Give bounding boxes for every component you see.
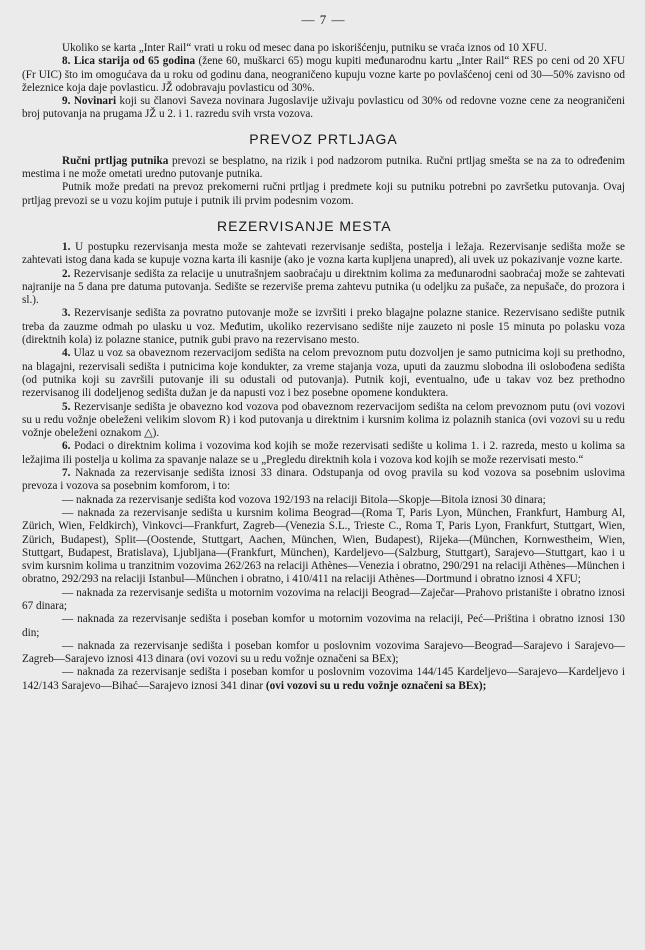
paragraph-text: Podaci o direktnim kolima i vozovima kod kojih se može rezervisati sedište u kolima 1. i 2. razreda, mesto u kolima sa ležajima ili postelja u kolima za spavanje nalaze se u „Pregledu direktnih kola i vozova kod kojih se može rezervisati mesto.“ [22,440,625,466]
paragraph-text: Rezervisanje sedišta za relacije u unutrašnjem saobraćaju u direktnim kolima za međunarodni saobraćaj može se zahtevati najranije na 5 dana pre datuma putovanja. Sedište se rezerviše prema zahtevu putnika (u odeljku za pušače, za nepušače, do prozora i sl.). [22,267,626,307]
paragraph-number: 8. [62,55,71,68]
paragraph-number: 6. [62,440,71,453]
paragraph-excess-luggage: Putnik može predati na prevoz prekomerni ručni prtljag i predmete koji su putniku potrebni po završetku putovanja. Ovaj prtljag prevozi se u vozu kojim putuje i putnik ili prvim podesnim vozom. [22,181,625,207]
numbered-paragraph [22,307,625,347]
paragraph-number: 5. [62,400,71,413]
numbered-paragraph [22,268,625,308]
numbered-paragraph [22,467,625,494]
paragraph-title: Lica starija od 65 godina [73,55,196,68]
paragraph-text: Rezervisanje sedišta je obavezno kod vozova pod obaveznom rezervacijom sedišta na celom prevoznom putu (ovi vozovi su u redu vožnje obeleženi velikim slovom R) i kod putovanja u direktnim i kursnim kolima iz polaznih stanica (ovi vozovi su u redu vožnje obeleženi oznakom △). [22,400,626,440]
paragraph-title: Ručni prtljag putnika [62,154,169,167]
list-item: — naknada za rezervisanje sedišta u motornim vozovima na relaciji Beograd—Zaječar—Prahovo pristanište i obratno iznosi 67 dinara; [22,586,625,612]
section-heading-luggage: PREVOZ PRTLJAGA [249,130,398,147]
reservation-paragraphs [22,241,625,494]
paragraph-text: Ulaz u voz sa obaveznom rezervacijom sedišta na celom prevoznom putu dozvoljen je samo putnicima koji su prethodno, na blagajni, rezervisali sedišta i putnicima koje kondukter, za vreme stajanja voza, uputi da zauzmu slobodna ili oslobođena sedišta (od putnika koji su završili putovanje ili su odustali od putovanja). Putnik koji, eventualno, uđe u takav voz bez prethodno rezervisanog ili dodeljenog sedišta dužan je da napusti voz i bez posebne opomene konduktera. [22,347,625,400]
list-item-bold-note: (ovi vozovi su u redu vožnje označeni sa BEx); [265,679,487,692]
list-item-text: — naknada za rezervisanje sedišta i poseban komfor u poslovnim vozovima 144/145 Kardeljevo—Sarajevo—Kardeljevo i 142/143 Sarajevo—Bihać—Sarajevo iznosi 341 dinar [22,666,625,692]
paragraph-number: 4. [62,347,71,360]
list-item: — naknada za rezervisanje sedišta i poseban komfor u poslovnim vozovima Sarajevo—Beograd—Sarajevo i Sarajevo—Zagreb—Sarajevo iznosi 413 dinara (ovi vozovi su u redu vožnje označeni sa BEx); [22,639,625,666]
numbered-paragraph [22,440,625,467]
paragraph-number: 9. [62,95,71,108]
list-item: — naknada za rezervisanje sedišta i poseban komfor u motornim vozovima na relaciji, Peć—Priština i obratno iznosi 130 din; [22,613,625,639]
paragraph-text: prevozi se besplatno, na rizik i pod nadzorom putnika. Ručni prtljag smešta se na za to određenim mestima i ne može ometati uredno putovanje putnika. [22,154,625,181]
list-item: — naknada za rezervisanje sedišta u kursnim kolima Beograd—(Roma T, Paris Lyon, München, Frankfurt, Hamburg Al, Zürich, Wien, Feldkirch), Vinkovci—Frankfurt, Zagreb—(Venezia S.L., Trieste C., Roma T, Paris Lyon, Frankfurt, Stuttgart, Wien, Zürich, Budapest), Split—(Oostende, Stuttgart, Aachen, München, Wien, Budapest), Rijeka—(München, Kornwestheim, Wien, Stuttgart, Budapest, Bratislava), Ljubljana—(Frankfurt, München), Kardeljevo—(Salzburg, Stuttgart), Sarajevo—Stuttgart, kao i u svim kursnim kolima u tranzitnim vozovima 262/263 na relaciji Athènes—Venezia i obratno, 290/291 na relaciji Athènes—München i obratno, 292/293 na relaciji Istanbul—München i obratno, i 410/411 na relaciji Athènes—Dortmund i obratno iznosi 4 XFU; [22,506,625,586]
paragraph-text: koji su članovi Saveza novinara Jugoslavije uživaju povlasticu od 30% od redovne vozne cene za neograničeni broj putovanja na prugama JŽ u 2. i 1. razredu svih vrsta vozova. [22,95,625,121]
paragraph-text: Naknada za rezervisanje sedišta iznosi 33 dinara. Odstupanja od ovog pravila su kod vozova sa posebnim uslovima prevoza i vozova sa posebnim komforom, i to: [22,467,625,493]
reservation-fee-list [22,494,625,667]
paragraph-text: Rezervisanje sedišta za povratno putovanje može se izvršiti i preko blagajne polazne stanice. Rezervisano sedište putnik treba da zauzme odmah po ulasku u voz. Međutim, ukoliko rezervisano sedište nije zauzeto ni posle 15 minuta po polasku voza (direktnih kola) iz polazne stanice, putnik gubi pravo na rezervisano mesto. [22,307,625,347]
paragraph-title: Novinari [73,95,117,108]
paragraph-journalists [22,95,625,122]
numbered-paragraph [22,401,625,441]
list-item: — naknada za rezervisanje sedišta kod vozova 192/193 na relaciji Bitola—Skopje—Bitola iznosi 30 dinara; [62,493,546,506]
numbered-paragraph [22,347,625,400]
section-heading-reservation: REZERVISANJE MESTA [217,217,392,234]
paragraph-hand-luggage [22,155,625,182]
paragraph-text: U postupku rezervisanja mesta može se zahtevati rezervisanje sedišta, postelja i ležaja. Rezervisanje sedišta može se zahtevati istog dana kada se kupuje vozna karta ili kasnije (ako je vozna karta kupljena unapred), ali uvek uz pokazivanje vozne karte. [22,240,625,267]
paragraph-inter-rail-refund: Ukoliko se karta „Inter Rail“ vrati u roku od mesec dana po iskorišćenju, putniku se vraća iznos od 10 XFU. [62,42,547,54]
numbered-paragraph [22,241,625,268]
paragraph-number: 1. [62,240,71,253]
paragraph-number: 7. [62,467,71,480]
paragraph-text: (žene 60, muškarci 65) mogu kupiti međunarodnu kartu „Inter Rail“ RES po ceni od 20 XFU (Fr UIC) što im omogućava da u roku od godinu dana, neograničeno kupuju vozne karte po povlašćenoj ceni od 30—50% zavisno od železnice koja daje povlasticu. JŽ odobravaju povlasticu od 30%. [22,55,626,94]
list-item-last [22,666,625,693]
paragraph-number: 3. [62,307,71,320]
paragraph-number: 2. [62,267,71,280]
paragraph-seniors [22,55,625,95]
page-number: — 7 — [301,12,346,27]
